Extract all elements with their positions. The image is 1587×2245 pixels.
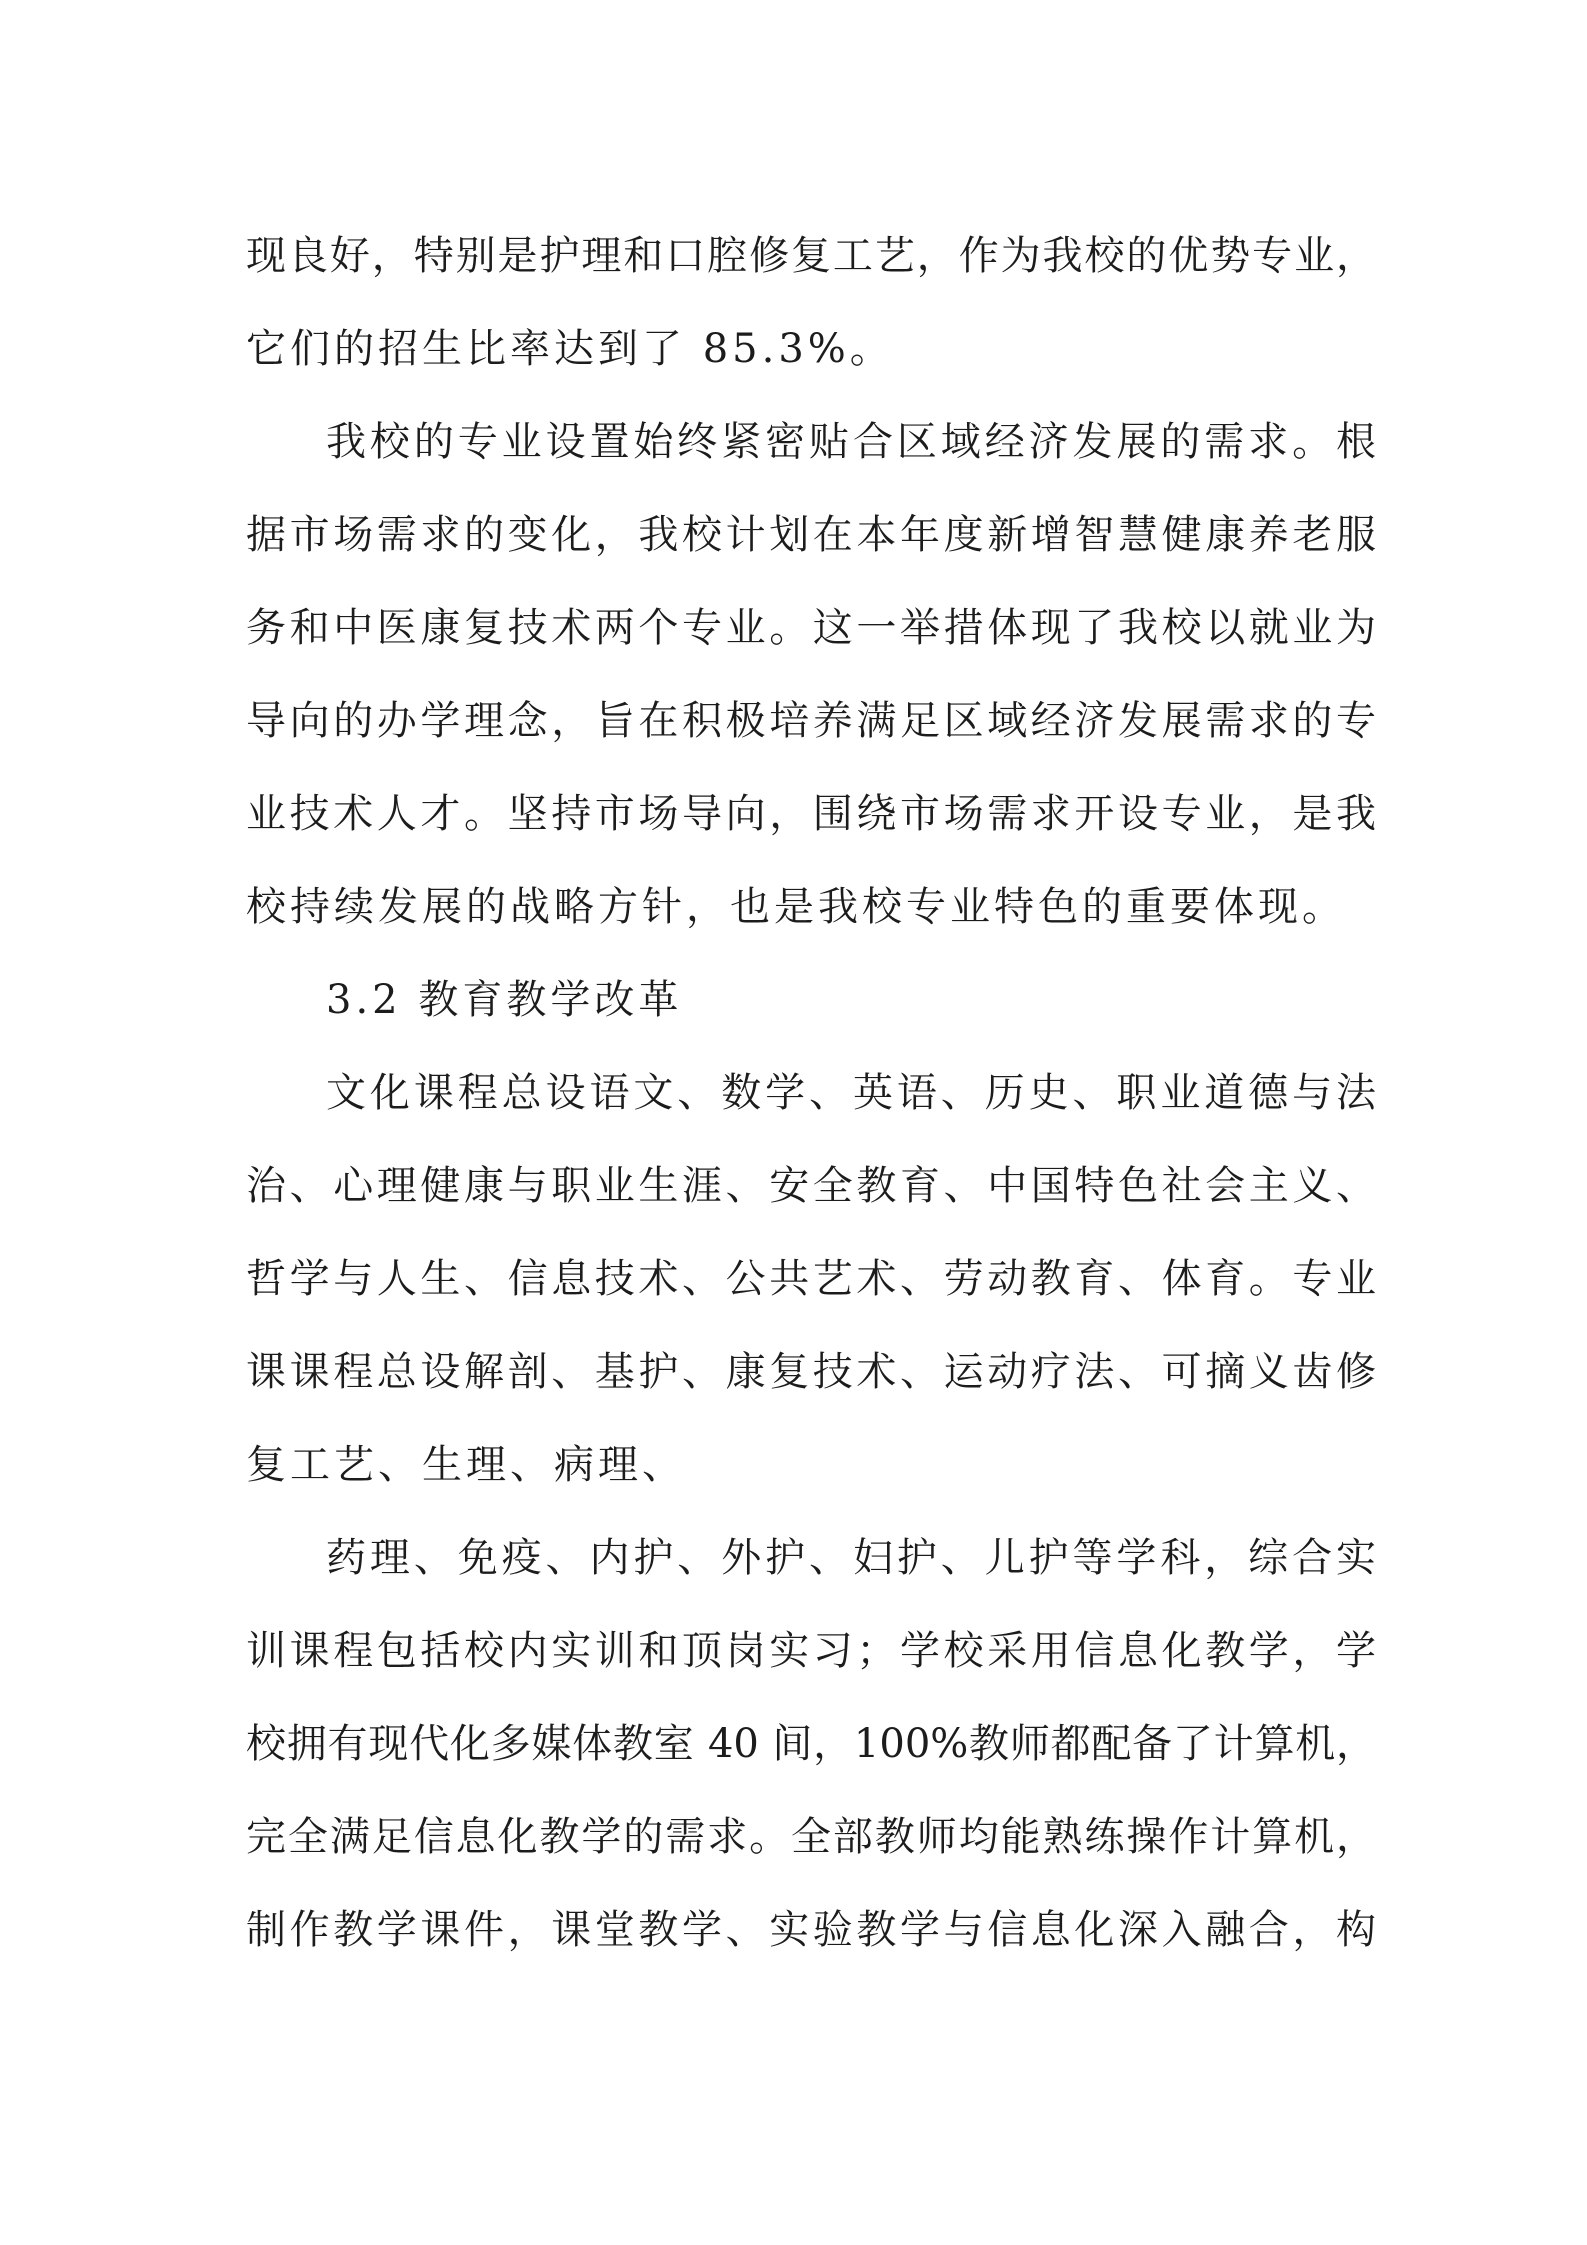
text-line: 课课程总设解剖、基护、康复技术、运动疗法、可摘义齿修 <box>246 1349 1376 1395</box>
text-line: 导向的办学理念，旨在积极培养满足区域经济发展需求的专 <box>246 698 1376 744</box>
text-line: 完全满足信息化教学的需求。全部教师均能熟练操作计算机， <box>246 1814 1376 1860</box>
text-line: 据市场需求的变化，我校计划在本年度新增智慧健康养老服 <box>246 512 1376 558</box>
document-body <box>246 210 1376 1977</box>
text-line: 校拥有现代化多媒体教室 40 间，100%教师都配备了计算机， <box>246 1721 1376 1767</box>
text-line: 哲学与人生、信息技术、公共艺术、劳动教育、体育。专业 <box>246 1256 1376 1302</box>
text-line: 现良好，特别是护理和口腔修复工艺，作为我校的优势专业， <box>246 233 1376 279</box>
text-line: 务和中医康复技术两个专业。这一举措体现了我校以就业为 <box>246 605 1376 651</box>
text-line: 业技术人才。坚持市场导向，围绕市场需求开设专业，是我 <box>246 791 1376 837</box>
text-line: 训课程包括校内实训和顶岗实习；学校采用信息化教学，学 <box>246 1628 1376 1674</box>
text-line: 校持续发展的战略方针，也是我校专业特色的重要体现。 <box>246 884 1346 930</box>
section-heading: 3.2 教育教学改革 <box>326 977 683 1023</box>
paragraph-first-line: 药理、免疫、内护、外护、妇护、儿护等学科，综合实 <box>326 1535 1376 1581</box>
text-line: 复工艺、生理、病理、 <box>246 1442 686 1488</box>
paragraph-first-line: 文化课程总设语文、数学、英语、历史、职业道德与法 <box>326 1070 1376 1116</box>
paragraph-first-line: 我校的专业设置始终紧密贴合区域经济发展的需求。根 <box>326 419 1376 465</box>
text-line: 治、心理健康与职业生涯、安全教育、中国特色社会主义、 <box>246 1163 1376 1209</box>
text-line: 它们的招生比率达到了 85.3%。 <box>246 326 894 372</box>
text-line: 制作教学课件，课堂教学、实验教学与信息化深入融合，构 <box>246 1907 1376 1953</box>
